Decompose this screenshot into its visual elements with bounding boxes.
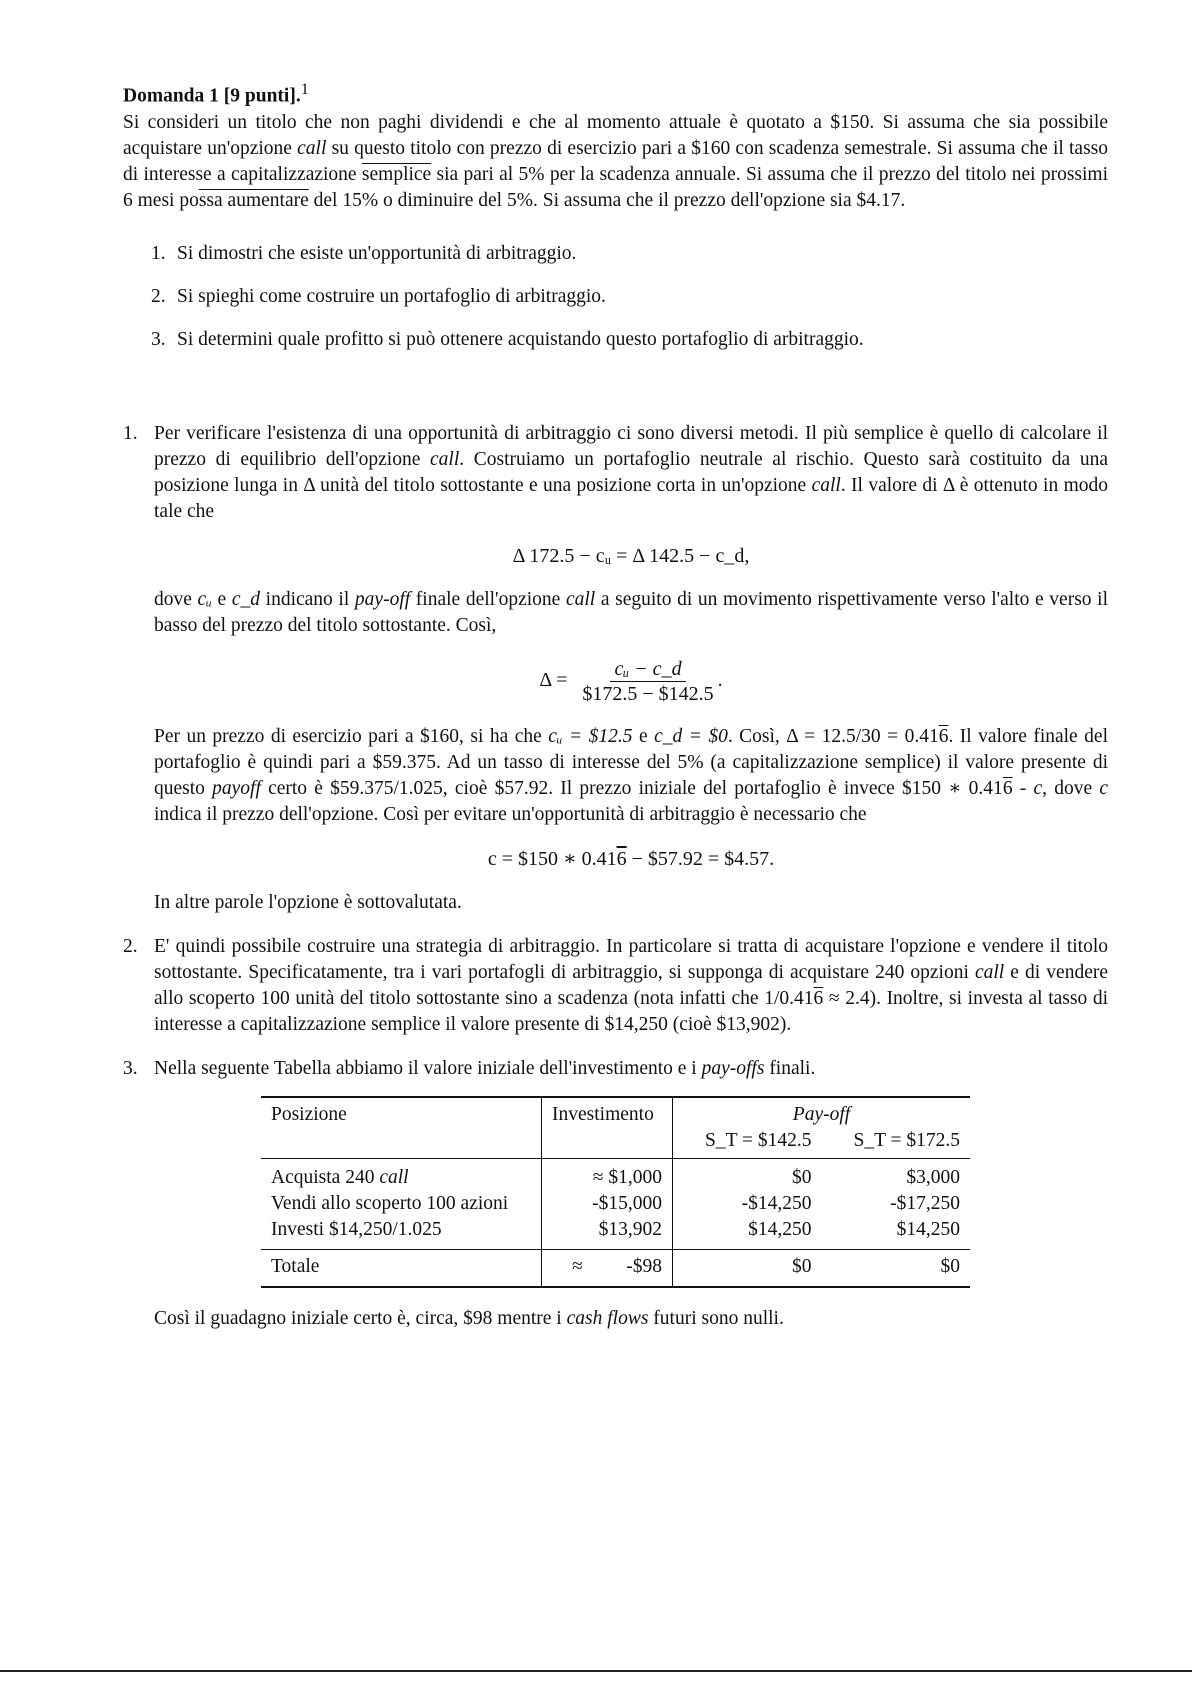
solution-number: 1. — [123, 422, 138, 444]
text: . Il valore di Δ è ottenuto in modo tale che — [154, 474, 1108, 522]
fraction-denominator: $172.5 − $142.5 — [582, 682, 714, 705]
question-number: 1. — [151, 242, 166, 264]
solution-1-para-1 — [154, 421, 1108, 525]
text: e — [211, 588, 232, 610]
total-payoff-down: $0 — [673, 1249, 822, 1287]
intro-text-4: del 15% o diminuire del 5%. Si assuma che il prezzo dell'opzione sia $4.17. — [308, 189, 906, 211]
text: E' quindi possibile costruire una strategia di arbitraggio. In particolare si tratta di acquistare l'opzione e vendere il titolo sottostante. Specificatamente, tra i vari portafogli di arbitraggio, si supponga di acquistare 240 opzioni — [154, 935, 1108, 983]
text: certo è $59.375/1.025, cioè $57.92. Il prezzo iniziale del portafoglio è invece $150 ∗ 0.41 — [260, 777, 1003, 799]
header-payoff — [673, 1097, 971, 1128]
text: Nella seguente Tabella abbiamo il valore iniziale dell'investimento e i — [154, 1057, 702, 1079]
italic-payoffs: pay-offs — [701, 1057, 765, 1079]
total-investment — [542, 1249, 673, 1287]
text: futuri sono nulli. — [648, 1307, 784, 1329]
symbol-cu: cᵤ = $12.5 — [548, 725, 633, 747]
solution-section — [123, 421, 1108, 1332]
text: Per verificare l'esistenza di una opportunità di arbitraggio ci sono diversi metodi. Il più semplice è quello di calcolare il prezzo di equilibrio dell'opzione — [154, 422, 1108, 470]
position-text: Acquista 240 — [271, 1166, 380, 1188]
equation-part: − $57.92 = $4.57. — [626, 847, 775, 870]
header-posizione: Posizione — [261, 1097, 542, 1128]
arbitrage-table — [261, 1096, 970, 1288]
empty-cell — [261, 1128, 542, 1159]
row-payoff-up: -$17,250 — [890, 1192, 960, 1214]
row-position: Investi $14,250/1.025 — [261, 1217, 542, 1250]
symbol-c: c — [1033, 777, 1043, 799]
solution-3-closing — [154, 1306, 1108, 1332]
table-row — [261, 1191, 970, 1217]
equation-part: c = $150 ∗ 0.41 — [487, 847, 617, 870]
repeating-digit: 6 — [1002, 777, 1013, 799]
solution-item-1 — [123, 421, 1108, 916]
intro-text-1: Si consideri un titolo che non paghi dividendi e che al momento attuale è quotato a $150. Si assuma che sia possibile acquistare un'opzione — [123, 111, 1108, 159]
row-payoff-down: $0 — [673, 1158, 822, 1191]
page-bottom-rule — [0, 1670, 1192, 1672]
question-text: Si determini quale profitto si può ottenere acquistando questo portafoglio di arbitraggio. — [177, 328, 864, 350]
repeating-digit: 6 — [938, 725, 949, 747]
row-position: Vendi allo scoperto 100 azioni — [261, 1191, 542, 1217]
repeating-digit: 6 — [813, 987, 824, 1009]
solution-number: 3. — [123, 1057, 138, 1079]
equation-delta-fraction — [154, 657, 1108, 706]
equation-option-price — [154, 846, 1108, 872]
text: finale dell'opzione — [410, 588, 566, 610]
intro-call: call — [297, 137, 327, 159]
text: a seguito di un movimento rispettivamente verso l'alto e verso il basso del prezzo del titolo sottostante. Così, — [154, 588, 1109, 636]
question-list — [123, 241, 1108, 353]
question-item — [151, 284, 1108, 310]
text: . Costruiamo un portafoglio neutrale al rischio. Questo sarà costituito da una posizione lunga in Δ unità del titolo sottostante e una posizione corta in un'opzione — [154, 448, 1108, 496]
text: . Così, Δ = 12.5/30 = 0.41 — [727, 725, 939, 747]
solution-1-conclusion: In altre parole l'opzione è sottovalutata. — [154, 891, 462, 913]
question-item — [151, 327, 1108, 353]
question-title — [123, 76, 1108, 110]
italic-call: call — [565, 588, 596, 610]
solution-3-intro — [154, 1056, 1108, 1082]
title-text: Domanda 1 [9 punti]. — [123, 85, 301, 107]
row-position — [261, 1158, 542, 1191]
solution-1-para-2 — [154, 587, 1108, 639]
table-row — [261, 1217, 970, 1250]
row-investment: $13,902 — [542, 1217, 673, 1250]
row-investment: -$15,000 — [542, 1191, 673, 1217]
question-intro — [123, 110, 1108, 214]
table-total-row — [261, 1249, 970, 1287]
text: Così il guadagno iniziale certo è, circa, $98 mentre i — [154, 1307, 567, 1329]
row-payoff-up: $14,250 — [896, 1218, 960, 1240]
text: e di vendere allo scoperto 100 unità del titolo sottostante sino a scadenza (nota infatti che 1/0.41 — [154, 961, 1108, 1009]
table-header-row — [261, 1097, 970, 1128]
text: indicano il — [260, 588, 355, 610]
solution-item-3 — [123, 1056, 1108, 1332]
intro-semplice: semplice — [361, 163, 432, 185]
table-row — [261, 1158, 970, 1191]
question-text: Si dimostri che esiste un'opportunità di arbitraggio. — [177, 242, 577, 264]
equation-period: . — [717, 668, 723, 691]
approx-sign: ≈ — [572, 1255, 583, 1277]
question-number: 3. — [151, 328, 166, 350]
row-investment: ≈ $1,000 — [542, 1158, 673, 1191]
intro-text-2: su questo titolo con prezzo di esercizio pari a $160 con scadenza semestrale. Si assuma che il tasso di interesse a capitalizzazione — [123, 137, 1108, 185]
repeating-digit: 6 — [616, 847, 627, 870]
position-italic: call — [379, 1166, 409, 1188]
italic-call: call — [430, 448, 460, 470]
empty-cell — [542, 1128, 673, 1159]
symbol-c: c — [1099, 777, 1108, 799]
text: Per un prezzo di esercizio pari a $160, si ha che — [154, 725, 549, 747]
fraction-numerator: cᵤ − c_d — [610, 657, 685, 682]
solution-item-2 — [123, 934, 1108, 1038]
total-payoff-up: $0 — [822, 1249, 970, 1287]
intro-text-3: sia pari al 5% per la scadenza annuale. Si assuma che il prezzo del titolo nei prossimi 6 mesi po — [123, 163, 1109, 211]
header-investimento: Investimento — [542, 1097, 673, 1128]
solution-2-para — [154, 934, 1108, 1038]
total-investment-value: -$98 — [626, 1255, 662, 1277]
text: - — [1012, 777, 1034, 799]
symbol-cu: cᵤ — [197, 588, 212, 610]
equation-delta-balance: Δ 172.5 − cᵤ = Δ 142.5 − c_d, — [512, 544, 750, 567]
symbol-cd: c_d — [231, 588, 261, 610]
row-payoff-up: $3,000 — [822, 1158, 970, 1191]
payoff-label: Pay-off — [792, 1103, 851, 1125]
italic-payoff: payoff — [212, 777, 261, 799]
text: , dove — [1042, 777, 1100, 799]
text: . Il valore finale del portafoglio è quindi pari a $59.375. Ad un tasso di interesse del 5% (a capitalizzazione semplice) il valore presente di questo — [154, 725, 1108, 799]
text: ≈ 2.4). Inoltre, si investa al tasso di interesse a capitalizzazione semplice il valore presente di $14,250 (cioè $13,902). — [154, 987, 1108, 1035]
text: indica il prezzo dell'opzione. Così per evitare un'opportunità di arbitraggio è necessario che — [154, 803, 867, 825]
italic-call: call — [974, 961, 1005, 983]
row-payoff-down: $14,250 — [748, 1218, 812, 1240]
header-st-down: S_T = $142.5 — [705, 1129, 812, 1151]
total-label: Totale — [261, 1249, 542, 1287]
table-subheader-row — [261, 1128, 970, 1159]
fraction — [578, 657, 717, 706]
symbol-cd: c_d = $0 — [654, 725, 728, 747]
solution-1-para-3 — [154, 724, 1108, 828]
solution-number: 2. — [123, 935, 138, 957]
italic-call: call — [811, 474, 841, 496]
header-st-up: S_T = $172.5 — [853, 1129, 960, 1151]
italic-payoff: pay-off — [354, 588, 411, 610]
row-payoff-down: -$14,250 — [741, 1192, 812, 1214]
question-text: Si spieghi come costruire un portafoglio di arbitraggio. — [177, 285, 606, 307]
equation-lhs: Δ = — [539, 668, 568, 691]
question-number: 2. — [151, 285, 166, 307]
question-item — [151, 241, 1108, 267]
text: e — [632, 725, 655, 747]
text: dove — [154, 588, 198, 610]
italic-cash-flows: cash flows — [566, 1307, 649, 1329]
intro-overlined: ssa aumentare — [198, 189, 309, 211]
footnote-mark: 1 — [300, 80, 309, 98]
exam-page — [123, 76, 1108, 1350]
text: finali. — [764, 1057, 816, 1079]
